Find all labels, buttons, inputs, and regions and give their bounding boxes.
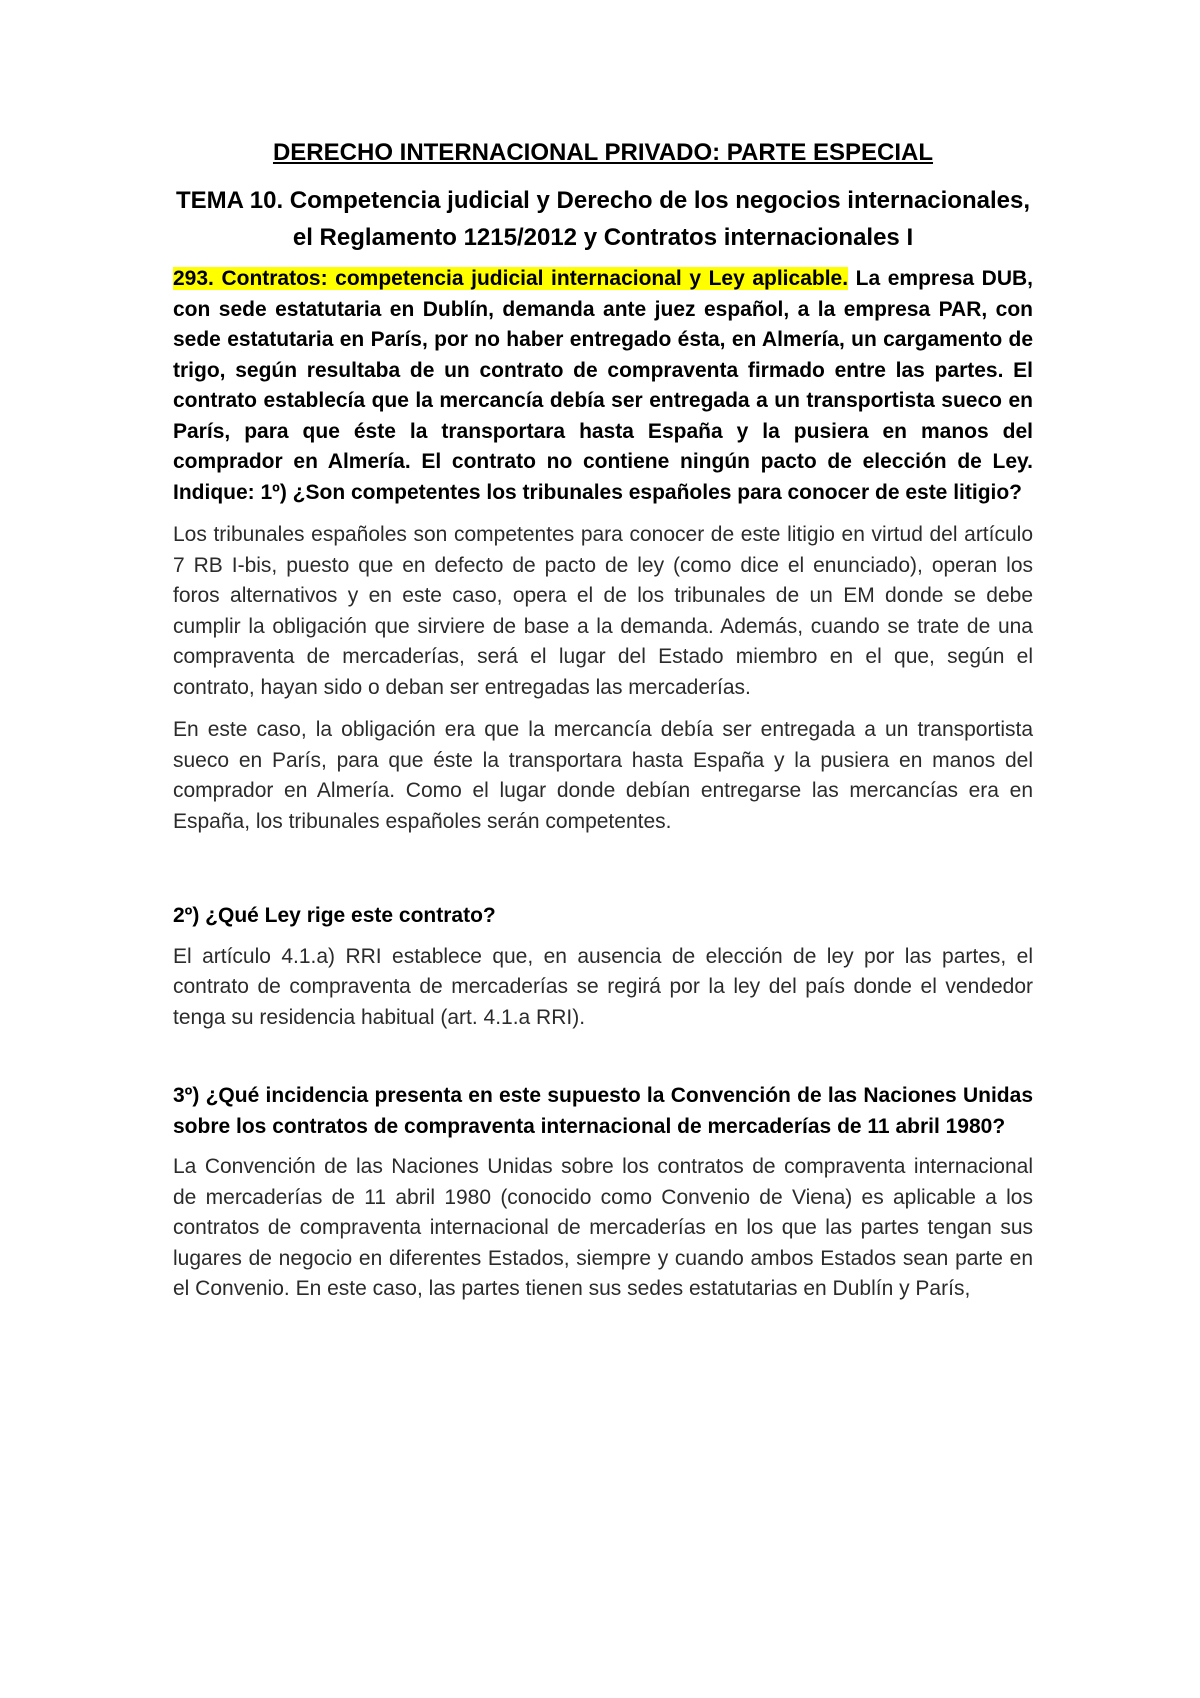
answer-q3: La Convención de las Naciones Unidas sobre los contratos de compraventa internacional de mercaderías de 11 abril 1980 (conocido como Convenio de Viena) es aplicable a los contratos de compraventa internacional de mercaderías en los que las partes tengan sus lugares de negocio en diferentes Estados, siempre y cuando ambos Estados sean parte en el Convenio. En este caso, las partes tienen sus sedes estatutarias en Dublín y París, bbox=[173, 1155, 1033, 1300]
case-statement-text: La empresa DUB, con sede estatutaria en Dublín, demanda ante juez español, a la empresa PAR, con sede estatutaria en París, por no haber entregado ésta, en Almería, un cargamento de trigo, según resultaba de un contrato de compraventa firmado entre las partes. El contrato establecía que la mercancía debía ser entregada a un transportista sueco en París, para que éste la transportara hasta España y la pusiera en manos del comprador en Almería. El contrato no contiene ningún pacto de elección de Ley. Indique: 1º) ¿Son competentes los tribunales españoles para conocer de este litigio? bbox=[173, 267, 1034, 504]
answer-q1-paragraph-2: En este caso, la obligación era que la mercancía debía ser entregada a un transportista sueco en París, para que éste la transportara hasta España y la pusiera en manos del comprador en Almería. Como el lugar donde debían entregarse las mercancías era en España, los tribunales españoles serán competentes. bbox=[173, 718, 1033, 833]
case-statement bbox=[173, 264, 1033, 508]
case-heading-highlighted: 293. Contratos: competencia judicial internacional y Ley aplicable. bbox=[173, 267, 849, 290]
topic-title: TEMA 10. Competencia judicial y Derecho de los negocios internacionales, el Reglamento 1215/2012 y Contratos internacionales I bbox=[175, 187, 1030, 251]
answer-q2: El artículo 4.1.a) RRI establece que, en ausencia de elección de ley por las partes, el contrato de compraventa de mercaderías se regirá por la ley del país donde el vendedor tenga su residencia habitual (art. 4.1.a RRI). bbox=[173, 944, 1033, 1029]
document-page bbox=[173, 138, 1033, 1305]
question-2: 2º) ¿Qué Ley rige este contrato? bbox=[173, 904, 496, 927]
document-title: DERECHO INTERNACIONAL PRIVADO: PARTE ESPECIAL bbox=[272, 139, 934, 166]
answer-q1-paragraph-1: Los tribunales españoles son competentes para conocer de este litigio en virtud del artículo 7 RB I-bis, puesto que en defecto de pacto de ley (como dice el enunciado), operan los foros alternativos y en este caso, opera el de los tribunales de un EM donde se debe cumplir la obligación que sirviere de base a la demanda. Además, cuando se trate de una compraventa de mercaderías, será el lugar del Estado miembro en el que, según el contrato, hayan sido o deban ser entregadas las mercaderías. bbox=[173, 523, 1033, 699]
question-3: 3º) ¿Qué incidencia presenta en este supuesto la Convención de las Naciones Unidas sobre los contratos de compraventa internacional de mercaderías de 11 abril 1980? bbox=[173, 1084, 1033, 1138]
